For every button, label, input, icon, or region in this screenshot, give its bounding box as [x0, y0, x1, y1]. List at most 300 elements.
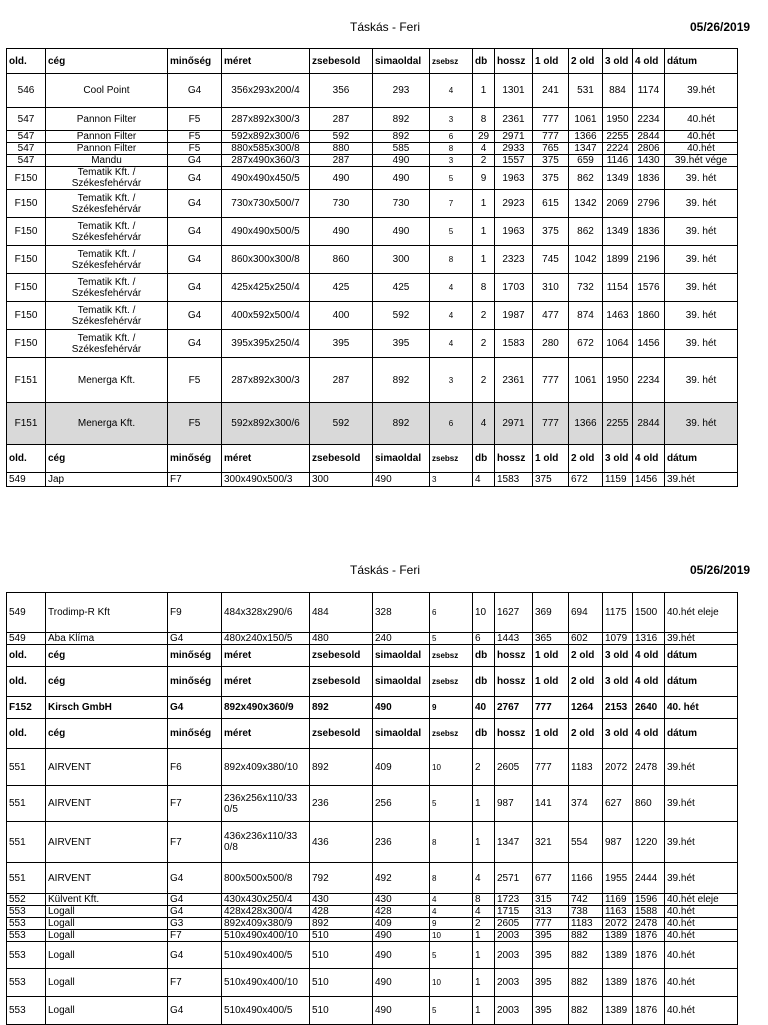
cell-db: 1 [473, 218, 495, 246]
cell-zsebsz: 4 [430, 302, 473, 330]
cell-1old: 395 [533, 930, 569, 942]
column-header: minőség [168, 445, 222, 473]
cell-minoseg: F5 [168, 358, 222, 403]
cell-db: 1 [473, 997, 495, 1025]
column-header: 1 old [533, 445, 569, 473]
cell-datum: 40.hét [665, 918, 738, 930]
cell-meret: 236x256x110/33 0/5 [222, 786, 310, 822]
cell-1old: 375 [533, 155, 569, 167]
cell-datum: 40.hét [665, 930, 738, 942]
cell-minoseg: G4 [168, 302, 222, 330]
cell-hossz: 2971 [495, 403, 533, 445]
cell-minoseg: G4 [168, 942, 222, 969]
cell-db: 29 [473, 131, 495, 143]
column-header: cég [46, 49, 168, 74]
cell-minoseg: G4 [168, 167, 222, 190]
cell-simaoldal: 892 [373, 403, 430, 445]
table-row [7, 330, 738, 358]
table-row [7, 930, 738, 942]
order-table [6, 592, 738, 1025]
cell-zsebesold: 892 [310, 697, 373, 719]
cell-minoseg: F5 [168, 108, 222, 131]
cell-old: 553 [7, 930, 46, 942]
table-row [7, 143, 738, 155]
cell-db: 9 [473, 167, 495, 190]
cell-2old: 882 [569, 969, 603, 997]
cell-simaoldal: 892 [373, 358, 430, 403]
column-header: cég [46, 667, 168, 697]
cell-4old: 2234 [633, 358, 665, 403]
cell-2old: 732 [569, 274, 603, 302]
cell-minoseg: G3 [168, 918, 222, 930]
cell-hossz: 987 [495, 786, 533, 822]
page-date: 05/26/2019 [690, 20, 751, 34]
cell-ceg: Logall [46, 969, 168, 997]
cell-simaoldal: 236 [373, 822, 430, 863]
cell-4old: 2234 [633, 108, 665, 131]
cell-hossz: 2003 [495, 997, 533, 1025]
column-header: zsebsz [430, 445, 473, 473]
column-header: 3 old [603, 667, 633, 697]
cell-simaoldal: 490 [373, 218, 430, 246]
cell-meret: 400x592x500/4 [222, 302, 310, 330]
column-header: méret [222, 49, 310, 74]
cell-1old: 313 [533, 906, 569, 918]
cell-datum: 40.hét [665, 969, 738, 997]
cell-meret: 287x490x360/3 [222, 155, 310, 167]
table-row [7, 155, 738, 167]
cell-minoseg: G4 [168, 218, 222, 246]
cell-old: F150 [7, 302, 46, 330]
column-header: dátum [665, 645, 738, 667]
cell-db: 40 [473, 697, 495, 719]
cell-hossz: 2767 [495, 697, 533, 719]
cell-ceg: AIRVENT [46, 786, 168, 822]
cell-4old: 2196 [633, 246, 665, 274]
cell-ceg: Pannon Filter [46, 131, 168, 143]
cell-meret: 356x293x200/4 [222, 74, 310, 108]
cell-simaoldal: 592 [373, 302, 430, 330]
cell-3old: 1463 [603, 302, 633, 330]
cell-datum: 39. hét [665, 246, 738, 274]
cell-simaoldal: 428 [373, 906, 430, 918]
cell-old: 552 [7, 894, 46, 906]
column-header: hossz [495, 667, 533, 697]
cell-minoseg: F7 [168, 969, 222, 997]
cell-simaoldal: 490 [373, 930, 430, 942]
table-row [7, 302, 738, 330]
cell-db: 2 [473, 918, 495, 930]
cell-hossz: 1301 [495, 74, 533, 108]
cell-hossz: 1557 [495, 155, 533, 167]
cell-2old: 672 [569, 330, 603, 358]
cell-simaoldal: 892 [373, 131, 430, 143]
header-row [7, 667, 738, 697]
cell-zsebsz: 10 [430, 749, 473, 786]
column-header: méret [222, 645, 310, 667]
cell-3old: 1389 [603, 969, 633, 997]
cell-zsebesold: 490 [310, 167, 373, 190]
cell-4old: 1430 [633, 155, 665, 167]
page-date: 05/26/2019 [690, 563, 751, 577]
column-header: 2 old [569, 445, 603, 473]
cell-2old: 1342 [569, 190, 603, 218]
cell-4old: 1876 [633, 942, 665, 969]
cell-2old: 554 [569, 822, 603, 863]
cell-old: 549 [7, 593, 46, 633]
cell-ceg: Tematik Kft. / Székesfehérvár [46, 167, 168, 190]
header-row [7, 445, 738, 473]
column-header: dátum [665, 719, 738, 749]
cell-4old: 1500 [633, 593, 665, 633]
cell-zsebesold: 425 [310, 274, 373, 302]
cell-old: 551 [7, 786, 46, 822]
column-header: db [473, 719, 495, 749]
cell-db: 8 [473, 274, 495, 302]
column-header: old. [7, 719, 46, 749]
cell-db: 8 [473, 894, 495, 906]
cell-4old: 1316 [633, 633, 665, 645]
cell-hossz: 2923 [495, 190, 533, 218]
cell-4old: 2478 [633, 918, 665, 930]
column-header: 4 old [633, 49, 665, 74]
cell-minoseg: F7 [168, 473, 222, 487]
cell-ceg: Logall [46, 942, 168, 969]
column-header: 1 old [533, 719, 569, 749]
cell-zsebsz: 3 [430, 155, 473, 167]
table-row [7, 697, 738, 719]
cell-zsebsz: 5 [430, 997, 473, 1025]
table-row [7, 274, 738, 302]
cell-old: 551 [7, 822, 46, 863]
cell-zsebesold: 395 [310, 330, 373, 358]
cell-zsebesold: 236 [310, 786, 373, 822]
cell-meret: 300x490x500/3 [222, 473, 310, 487]
cell-minoseg: G4 [168, 330, 222, 358]
cell-simaoldal: 490 [373, 155, 430, 167]
cell-3old: 1955 [603, 863, 633, 894]
table-row [7, 822, 738, 863]
cell-old: F152 [7, 697, 46, 719]
cell-meret: 510x490x400/10 [222, 969, 310, 997]
cell-ceg: Kirsch GmbH [46, 697, 168, 719]
cell-3old: 884 [603, 74, 633, 108]
cell-hossz: 2361 [495, 108, 533, 131]
cell-meret: 490x490x500/5 [222, 218, 310, 246]
cell-hossz: 2971 [495, 131, 533, 143]
cell-meret: 425x425x250/4 [222, 274, 310, 302]
cell-zsebesold: 300 [310, 473, 373, 487]
column-header: dátum [665, 667, 738, 697]
cell-1old: 310 [533, 274, 569, 302]
cell-hossz: 2003 [495, 969, 533, 997]
table-row [7, 108, 738, 131]
cell-ceg: Mandu [46, 155, 168, 167]
cell-3old: 2153 [603, 697, 633, 719]
column-header: simaoldal [373, 49, 430, 74]
cell-1old: 141 [533, 786, 569, 822]
cell-meret: 730x730x500/7 [222, 190, 310, 218]
cell-ceg: AIRVENT [46, 749, 168, 786]
column-header: old. [7, 49, 46, 74]
cell-hossz: 2323 [495, 246, 533, 274]
cell-minoseg: F6 [168, 749, 222, 786]
table-row [7, 358, 738, 403]
cell-4old: 1456 [633, 473, 665, 487]
column-header: old. [7, 667, 46, 697]
cell-datum: 40. hét [665, 697, 738, 719]
cell-old: 547 [7, 108, 46, 131]
cell-zsebsz: 8 [430, 143, 473, 155]
cell-zsebsz: 8 [430, 246, 473, 274]
cell-hossz: 1963 [495, 218, 533, 246]
cell-datum: 39. hét [665, 302, 738, 330]
cell-zsebesold: 510 [310, 930, 373, 942]
cell-3old: 2072 [603, 749, 633, 786]
column-header: 2 old [569, 719, 603, 749]
cell-zsebsz: 5 [430, 218, 473, 246]
cell-zsebesold: 892 [310, 918, 373, 930]
cell-zsebsz: 4 [430, 274, 473, 302]
cell-datum: 39. hét [665, 403, 738, 445]
cell-minoseg: G4 [168, 894, 222, 906]
cell-zsebsz: 4 [430, 74, 473, 108]
column-header: simaoldal [373, 719, 430, 749]
column-header: zsebsz [430, 667, 473, 697]
cell-old: 547 [7, 131, 46, 143]
table-row [7, 906, 738, 918]
cell-zsebesold: 287 [310, 155, 373, 167]
cell-datum: 39.hét [665, 786, 738, 822]
cell-zsebesold: 480 [310, 633, 373, 645]
cell-zsebsz: 6 [430, 593, 473, 633]
cell-ceg: Logall [46, 906, 168, 918]
cell-zsebsz: 5 [430, 942, 473, 969]
column-header: 2 old [569, 667, 603, 697]
cell-2old: 672 [569, 473, 603, 487]
cell-zsebsz: 3 [430, 358, 473, 403]
cell-1old: 777 [533, 918, 569, 930]
column-header: minőség [168, 719, 222, 749]
cell-zsebesold: 430 [310, 894, 373, 906]
cell-hossz: 1627 [495, 593, 533, 633]
cell-minoseg: G4 [168, 246, 222, 274]
cell-ceg: Tematik Kft. / Székesfehérvár [46, 274, 168, 302]
cell-2old: 1366 [569, 131, 603, 143]
cell-simaoldal: 730 [373, 190, 430, 218]
column-header: simaoldal [373, 445, 430, 473]
cell-datum: 40.hét [665, 906, 738, 918]
cell-db: 1 [473, 74, 495, 108]
column-header: 1 old [533, 49, 569, 74]
cell-old: F151 [7, 358, 46, 403]
cell-datum: 39. hét [665, 190, 738, 218]
cell-2old: 882 [569, 942, 603, 969]
cell-zsebsz: 10 [430, 930, 473, 942]
column-header: minőség [168, 49, 222, 74]
cell-1old: 395 [533, 969, 569, 997]
cell-old: 546 [7, 74, 46, 108]
cell-meret: 892x490x360/9 [222, 697, 310, 719]
column-header: hossz [495, 445, 533, 473]
cell-zsebsz: 4 [430, 906, 473, 918]
cell-1old: 395 [533, 942, 569, 969]
cell-zsebesold: 792 [310, 863, 373, 894]
cell-ceg: Tematik Kft. / Székesfehérvár [46, 190, 168, 218]
cell-minoseg: G4 [168, 697, 222, 719]
cell-simaoldal: 328 [373, 593, 430, 633]
table-row [7, 894, 738, 906]
cell-zsebesold: 287 [310, 358, 373, 403]
cell-4old: 2844 [633, 131, 665, 143]
cell-2old: 1347 [569, 143, 603, 155]
column-header: cég [46, 645, 168, 667]
cell-4old: 1876 [633, 930, 665, 942]
cell-db: 1 [473, 786, 495, 822]
cell-zsebsz: 5 [430, 633, 473, 645]
page-title: Táskás - Feri [350, 20, 421, 34]
column-header: 4 old [633, 645, 665, 667]
cell-4old: 1596 [633, 894, 665, 906]
cell-minoseg: G4 [168, 906, 222, 918]
cell-4old: 1456 [633, 330, 665, 358]
cell-2old: 1366 [569, 403, 603, 445]
column-header: db [473, 645, 495, 667]
cell-4old: 1220 [633, 822, 665, 863]
cell-hossz: 1443 [495, 633, 533, 645]
cell-minoseg: F7 [168, 786, 222, 822]
cell-old: 547 [7, 155, 46, 167]
cell-3old: 2224 [603, 143, 633, 155]
cell-ceg: Logall [46, 997, 168, 1025]
cell-meret: 430x430x250/4 [222, 894, 310, 906]
cell-meret: 480x240x150/5 [222, 633, 310, 645]
column-header: hossz [495, 719, 533, 749]
cell-zsebesold: 510 [310, 997, 373, 1025]
column-header: zsebesold [310, 645, 373, 667]
cell-old: F150 [7, 246, 46, 274]
column-header: db [473, 49, 495, 74]
cell-old: F151 [7, 403, 46, 445]
table-row [7, 969, 738, 997]
cell-old: 553 [7, 997, 46, 1025]
cell-simaoldal: 490 [373, 969, 430, 997]
cell-zsebsz: 4 [430, 330, 473, 358]
cell-1old: 777 [533, 131, 569, 143]
table-row [7, 74, 738, 108]
cell-datum: 40.hét eleje [665, 593, 738, 633]
column-header: 3 old [603, 49, 633, 74]
cell-zsebsz: 3 [430, 108, 473, 131]
cell-zsebesold: 428 [310, 906, 373, 918]
table-row [7, 863, 738, 894]
cell-hossz: 2605 [495, 918, 533, 930]
cell-3old: 2255 [603, 403, 633, 445]
cell-datum: 40.hét [665, 131, 738, 143]
cell-hossz: 1583 [495, 330, 533, 358]
cell-minoseg: F5 [168, 131, 222, 143]
cell-zsebesold: 400 [310, 302, 373, 330]
cell-2old: 742 [569, 894, 603, 906]
cell-1old: 615 [533, 190, 569, 218]
cell-2old: 882 [569, 930, 603, 942]
cell-3old: 1064 [603, 330, 633, 358]
column-header: zsebsz [430, 49, 473, 74]
cell-4old: 2444 [633, 863, 665, 894]
cell-meret: 592x892x300/6 [222, 403, 310, 445]
cell-ceg: Menerga Kft. [46, 403, 168, 445]
cell-1old: 777 [533, 749, 569, 786]
cell-zsebsz: 3 [430, 473, 473, 487]
cell-db: 1 [473, 969, 495, 997]
cell-hossz: 2003 [495, 942, 533, 969]
cell-old: 551 [7, 749, 46, 786]
cell-meret: 287x892x300/3 [222, 358, 310, 403]
table-row [7, 218, 738, 246]
cell-simaoldal: 293 [373, 74, 430, 108]
cell-2old: 374 [569, 786, 603, 822]
cell-old: 553 [7, 969, 46, 997]
cell-3old: 987 [603, 822, 633, 863]
cell-meret: 484x328x290/6 [222, 593, 310, 633]
column-header: old. [7, 645, 46, 667]
cell-datum: 39.hét [665, 473, 738, 487]
cell-zsebesold: 592 [310, 131, 373, 143]
cell-old: 547 [7, 143, 46, 155]
cell-minoseg: F7 [168, 930, 222, 942]
cell-2old: 862 [569, 218, 603, 246]
cell-3old: 2069 [603, 190, 633, 218]
table-row [7, 167, 738, 190]
cell-simaoldal: 395 [373, 330, 430, 358]
column-header: 1 old [533, 667, 569, 697]
cell-ceg: Trodimp-R Kft [46, 593, 168, 633]
cell-old: 553 [7, 906, 46, 918]
cell-3old: 1389 [603, 942, 633, 969]
cell-4old: 1588 [633, 906, 665, 918]
cell-hossz: 1723 [495, 894, 533, 906]
cell-3old: 1159 [603, 473, 633, 487]
cell-db: 1 [473, 246, 495, 274]
table-row [7, 942, 738, 969]
cell-hossz: 2361 [495, 358, 533, 403]
cell-db: 2 [473, 749, 495, 786]
cell-datum: 39.hét [665, 749, 738, 786]
column-header: 3 old [603, 445, 633, 473]
cell-1old: 315 [533, 894, 569, 906]
cell-4old: 1836 [633, 218, 665, 246]
cell-4old: 2796 [633, 190, 665, 218]
cell-meret: 436x236x110/33 0/8 [222, 822, 310, 863]
cell-zsebsz: 4 [430, 894, 473, 906]
cell-zsebesold: 592 [310, 403, 373, 445]
column-header: minőség [168, 667, 222, 697]
order-table [6, 48, 738, 487]
cell-simaoldal: 409 [373, 918, 430, 930]
cell-old: F150 [7, 330, 46, 358]
cell-zsebsz: 9 [430, 697, 473, 719]
cell-1old: 745 [533, 246, 569, 274]
cell-4old: 1174 [633, 74, 665, 108]
cell-db: 4 [473, 906, 495, 918]
cell-zsebsz: 9 [430, 918, 473, 930]
cell-meret: 395x395x250/4 [222, 330, 310, 358]
cell-zsebsz: 7 [430, 190, 473, 218]
cell-meret: 880x585x300/8 [222, 143, 310, 155]
cell-meret: 860x300x300/8 [222, 246, 310, 274]
column-header: 1 old [533, 645, 569, 667]
cell-db: 1 [473, 822, 495, 863]
